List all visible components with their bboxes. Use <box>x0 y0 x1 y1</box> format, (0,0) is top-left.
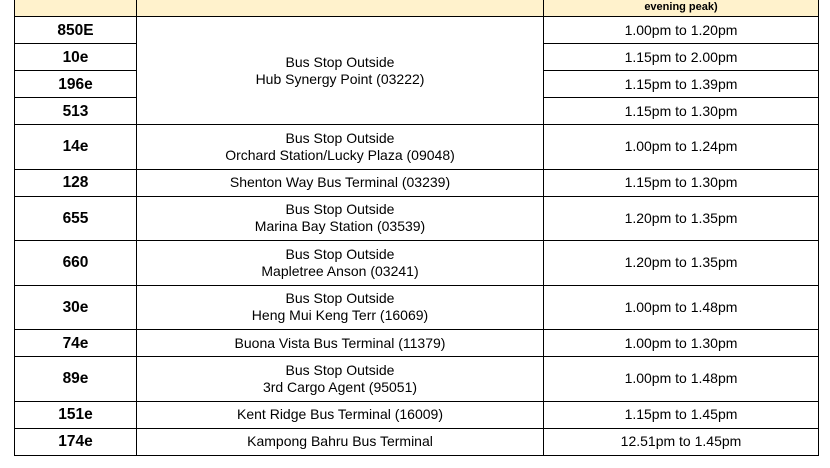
service-number: 30e <box>15 285 137 330</box>
location-line: Orchard Station/Lucky Plaza (09048) <box>225 146 455 163</box>
location-line: Bus Stop Outside <box>285 53 395 70</box>
bus-schedule-table <box>14 0 819 456</box>
location-line: Hub Synergy Point (03222) <box>255 70 425 87</box>
location-line: Heng Mui Keng Terr (16069) <box>251 307 429 324</box>
table-row <box>15 428 819 455</box>
table-row <box>15 17 819 44</box>
pickup-location <box>137 17 544 125</box>
service-number: 74e <box>15 330 137 357</box>
time-window: 1.00pm to 1.24pm <box>544 125 819 170</box>
location-line: 3rd Cargo Agent (95051) <box>262 378 418 395</box>
pickup-location <box>137 196 544 241</box>
table-row <box>15 169 819 196</box>
header-service <box>15 0 137 17</box>
table-row <box>15 125 819 170</box>
service-number: 655 <box>15 196 137 241</box>
service-number: 174e <box>15 428 137 455</box>
header-location <box>137 0 544 17</box>
pickup-location <box>137 125 544 170</box>
table-row <box>15 196 819 241</box>
service-number: 151e <box>15 401 137 428</box>
table-row <box>15 330 819 357</box>
location-line: Shenton Way Bus Terminal (03239) <box>229 174 451 190</box>
pickup-location <box>137 285 544 330</box>
location-line: Kampong Bahru Bus Terminal <box>247 433 433 449</box>
location-line: Mapletree Anson (03241) <box>261 262 419 279</box>
service-number: 89e <box>15 357 137 402</box>
service-number: 10e <box>15 44 137 71</box>
time-window: 1.00pm to 1.30pm <box>544 330 819 357</box>
time-window: 1.00pm to 1.48pm <box>544 357 819 402</box>
pickup-location <box>137 169 544 196</box>
time-window: 1.20pm to 1.35pm <box>544 241 819 286</box>
service-number: 196e <box>15 71 137 98</box>
header-time: evening peak) <box>544 0 819 17</box>
service-number: 128 <box>15 169 137 196</box>
pickup-location <box>137 330 544 357</box>
time-window: 1.15pm to 1.39pm <box>544 71 819 98</box>
pickup-location <box>137 428 544 455</box>
pickup-location <box>137 241 544 286</box>
time-window: 12.51pm to 1.45pm <box>544 428 819 455</box>
time-window: 1.00pm to 1.48pm <box>544 285 819 330</box>
location-line: Bus Stop Outside <box>285 361 395 378</box>
location-line: Bus Stop Outside <box>285 129 395 146</box>
location-line: Marina Bay Station (03539) <box>254 218 426 235</box>
time-window: 1.15pm to 1.45pm <box>544 401 819 428</box>
pickup-location <box>137 357 544 402</box>
table-row <box>15 357 819 402</box>
location-line: Bus Stop Outside <box>285 290 395 307</box>
table-row <box>15 285 819 330</box>
pickup-location <box>137 401 544 428</box>
table-row <box>15 401 819 428</box>
service-number: 850E <box>15 17 137 44</box>
location-line: Bus Stop Outside <box>285 245 395 262</box>
time-window: 1.15pm to 1.30pm <box>544 169 819 196</box>
time-window: 1.15pm to 2.00pm <box>544 44 819 71</box>
location-line: Kent Ridge Bus Terminal (16009) <box>237 406 443 422</box>
time-window: 1.20pm to 1.35pm <box>544 196 819 241</box>
location-line: Buona Vista Bus Terminal (11379) <box>234 334 446 351</box>
table-row <box>15 241 819 286</box>
service-number: 513 <box>15 98 137 125</box>
time-window: 1.15pm to 1.30pm <box>544 98 819 125</box>
header-row <box>15 0 819 17</box>
service-number: 660 <box>15 241 137 286</box>
service-number: 14e <box>15 125 137 170</box>
time-window: 1.00pm to 1.20pm <box>544 17 819 44</box>
location-line: Bus Stop Outside <box>285 201 395 218</box>
